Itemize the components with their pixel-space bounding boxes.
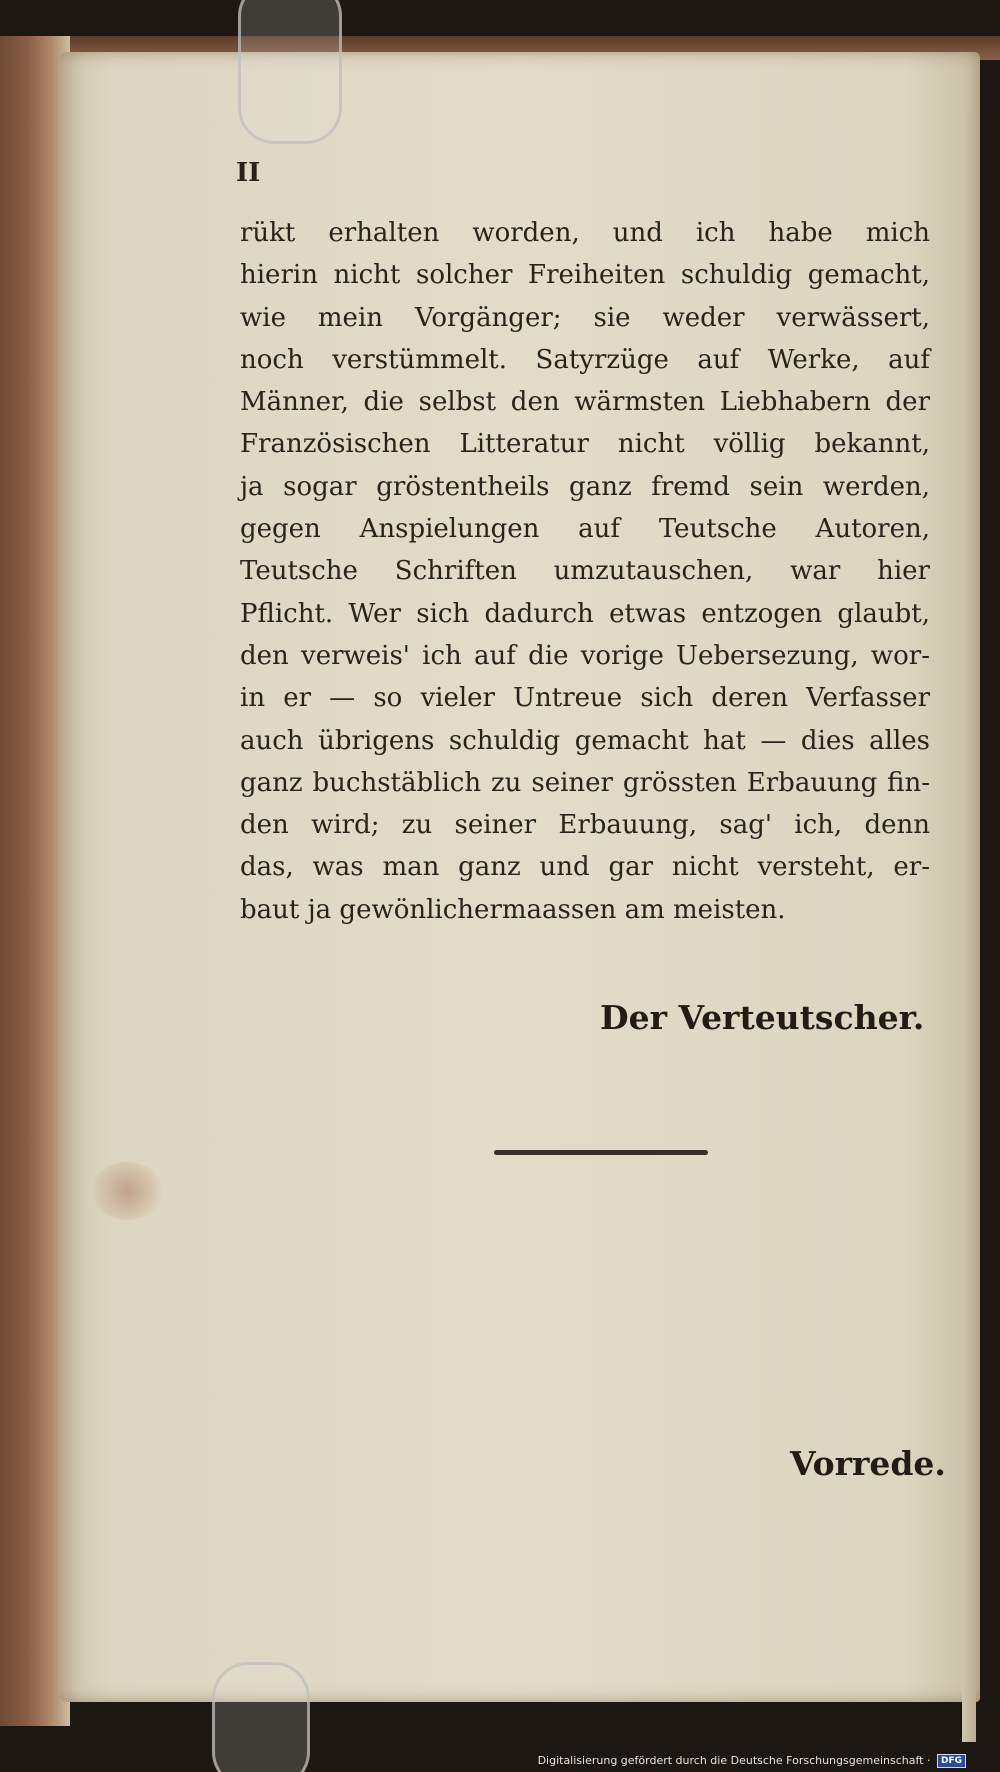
text-line: ganz buchstäblich zu seiner grössten Erbauung fin- — [240, 767, 930, 798]
text-line: wie mein Vorgänger; sie weder verwässert, — [240, 302, 930, 333]
glass-clip-top — [238, 0, 342, 144]
text-line: Französischen Litteratur nicht völlig bekannt, — [240, 429, 930, 460]
dfg-logo: DFG — [937, 1754, 966, 1768]
page-number: II — [236, 158, 261, 188]
text-line: Teutsche Schriften umzutauschen, war hier — [240, 556, 930, 587]
text-line: Pflicht. Wer sich dadurch etwas entzogen glaubt, — [240, 598, 930, 629]
glass-clip-bottom — [212, 1662, 310, 1772]
text-line: ja sogar gröstentheils ganz fremd sein werden, — [240, 471, 930, 502]
text-line: hierin nicht solcher Freiheiten schuldig gemacht, — [240, 260, 930, 291]
text-line: rükt erhalten worden, und ich habe mich — [240, 218, 930, 248]
body-text — [240, 212, 930, 931]
credit-text: Digitalisierung gefördert durch die Deutsche Forschungsgemeinschaft · — [537, 1754, 931, 1767]
text-line: baut ja gewönlichermaassen am meisten. — [240, 894, 786, 925]
catchword: Vorrede. — [790, 1444, 946, 1483]
text-line: gegen Anspielungen auf Teutsche Autoren, — [240, 514, 930, 545]
signature: Der Verteutscher. — [600, 998, 925, 1037]
section-divider-rule — [494, 1150, 708, 1155]
text-line: auch übrigens schuldig gemacht hat — dies alles — [240, 725, 930, 756]
foxing-stain — [92, 1162, 162, 1220]
page-fore-edge — [962, 112, 976, 1742]
text-line: noch verstümmelt. Satyrzüge auf Werke, auf — [240, 344, 930, 375]
text-line: in er — so vieler Untreue sich deren Verfasser — [240, 683, 930, 714]
text-line: das, was man ganz und gar nicht versteht, er- — [240, 852, 930, 883]
text-line: den verweis' ich auf die vorige Uebersezung, wor- — [240, 640, 930, 671]
text-line: den wird; zu seiner Erbauung, sag' ich, denn — [240, 810, 930, 841]
text-line: Männer, die selbst den wärmsten Liebhabern der — [240, 387, 930, 418]
digitization-credit — [538, 1754, 966, 1768]
